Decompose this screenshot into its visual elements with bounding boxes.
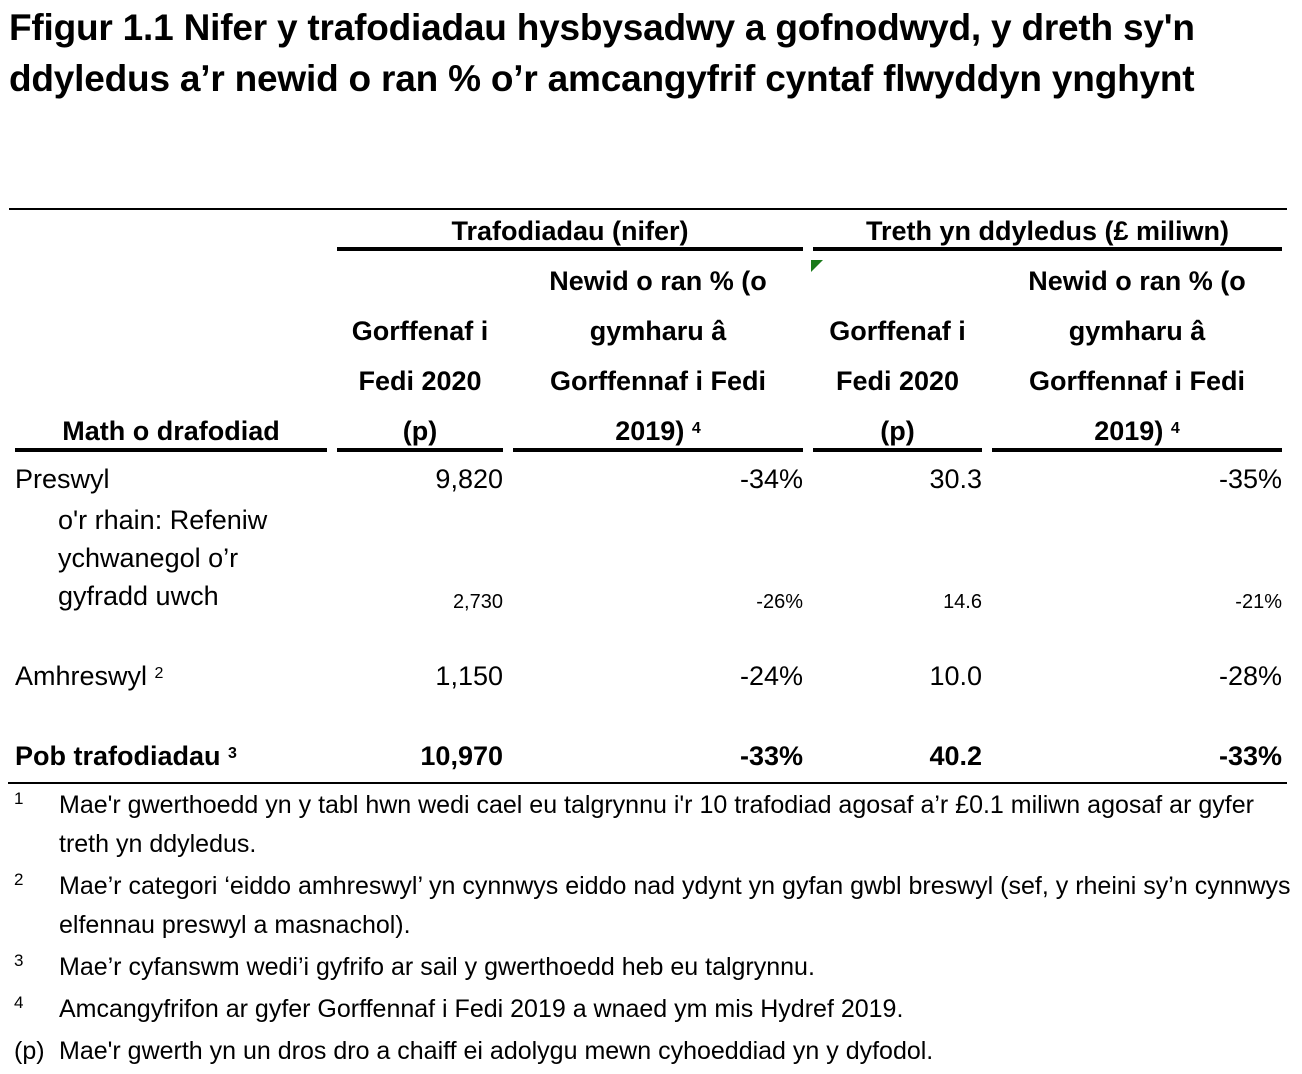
tax-due-value: 10.0 [929,661,982,691]
tax-due-value: 30.3 [929,464,982,494]
tax-due-value: 14.6 [943,591,982,613]
transactions-change-value: -26% [756,591,803,613]
footnote-mark: 4 [14,993,24,1012]
tax-due-value: 40.2 [929,741,982,771]
footnote-mark: (p) [14,1037,45,1065]
col-header-transactions-change: Newid o ran % (o gymharu â Gorffennaf i Fedi 2019) $^4$ [549,266,767,446]
transactions-value: 2,730 [452,591,503,613]
footnote-text: Mae'r gwerth yn un dros dro a chaiff ei adolygu mewn cyhoeddiad yn y dyfodol. [59,1037,934,1065]
footnote-mark: 2 [14,870,24,889]
footnote-text: Amcangyfrifon ar gyfer Gorffennaf i Fedi 2019 a wnaed ym mis Hydref 2019. [59,995,904,1023]
table-top-rule [9,208,1287,210]
footnote-2 [14,867,1294,945]
footnote-ref: 4 [1170,420,1180,437]
row-label: Pob trafodiadau $^3$ [15,741,237,771]
row-label: Preswyl [15,464,110,494]
footnote-text: Mae’r categori ‘eiddo amhreswyl’ yn cynnwys eiddo nad ydynt yn gyfan gwbl breswyl (sef, y rheini sy’n cynnwys elfennau preswyl a masnachol). [59,872,1291,939]
transactions-change-value: -34% [739,464,803,494]
tax-change-value: -35% [1218,464,1282,494]
footnote-ref: 4 [691,420,701,437]
comment-marker-icon [811,260,823,272]
tax-change-value: -28% [1218,661,1282,691]
group-header-tax: Treth yn ddyledus (£ miliwn) [865,216,1230,246]
transactions-change-value: -24% [739,661,803,691]
footnote-3 [14,948,1294,987]
footnote-1 [14,786,1294,864]
footnote-text: Mae’r cyfanswm wedi’i gyfrifo ar sail y gwerthoedd heb eu talgrynnu. [59,953,815,981]
col-rule-type [15,448,327,452]
col-rule-transactions-change [513,448,803,452]
footnote-mark: 3 [14,951,24,970]
footnote-ref: 3 [228,745,237,762]
col-header-type: Math o drafodiad [62,416,280,446]
footnote-ref: 2 [154,665,164,682]
figure-title: Ffigur 1.1 Nifer y trafodiadau hysbysadwy a gofnodwyd, y dreth sy'n ddyledus a’r newid o ran % o’r amcangyfrif cyntaf flwyddyn ynghynt [9,7,1195,99]
transactions-value: 10,970 [420,741,503,771]
row-label: o'r rhain: Refeniw ychwanegol o’r gyfradd uwch [58,505,268,611]
footnote-4 [14,990,1294,1029]
tax-change-value: -33% [1218,741,1282,771]
col-rule-tax-change [992,448,1282,452]
col-header-tax-change: Newid o ran % (o gymharu â Gorffennaf i Fedi 2019) $^4$ [1028,266,1246,446]
col-header-tax-due: Gorffenaf i Fedi 2020 (p) [829,316,966,446]
footnote-text: Mae'r gwerthoedd yn y tabl hwn wedi cael eu talgrynnu i'r 10 trafodiad agosaf a’r £0.1 miliwn agosaf ar gyfer treth yn ddyledus. [59,791,1254,858]
table-bottom-rule [8,782,1287,784]
footnote-provisional [14,1032,1294,1071]
tax-change-value: -21% [1235,591,1282,613]
footnotes [14,786,1294,1074]
transactions-value: 1,150 [435,661,503,691]
col-rule-transactions [337,448,503,452]
group-rule-transactions [337,247,803,251]
footnote-mark: 1 [14,789,24,808]
group-header-transactions: Trafodiadau (nifer) [451,216,689,246]
group-rule-tax [813,247,1282,251]
row-label: Amhreswyl $^2$ [15,661,164,691]
transactions-value: 9,820 [435,464,503,494]
transactions-change-value: -33% [739,741,803,771]
col-rule-tax-due [813,448,982,452]
col-header-transactions: Gorffenaf i Fedi 2020 (p) [351,316,489,446]
